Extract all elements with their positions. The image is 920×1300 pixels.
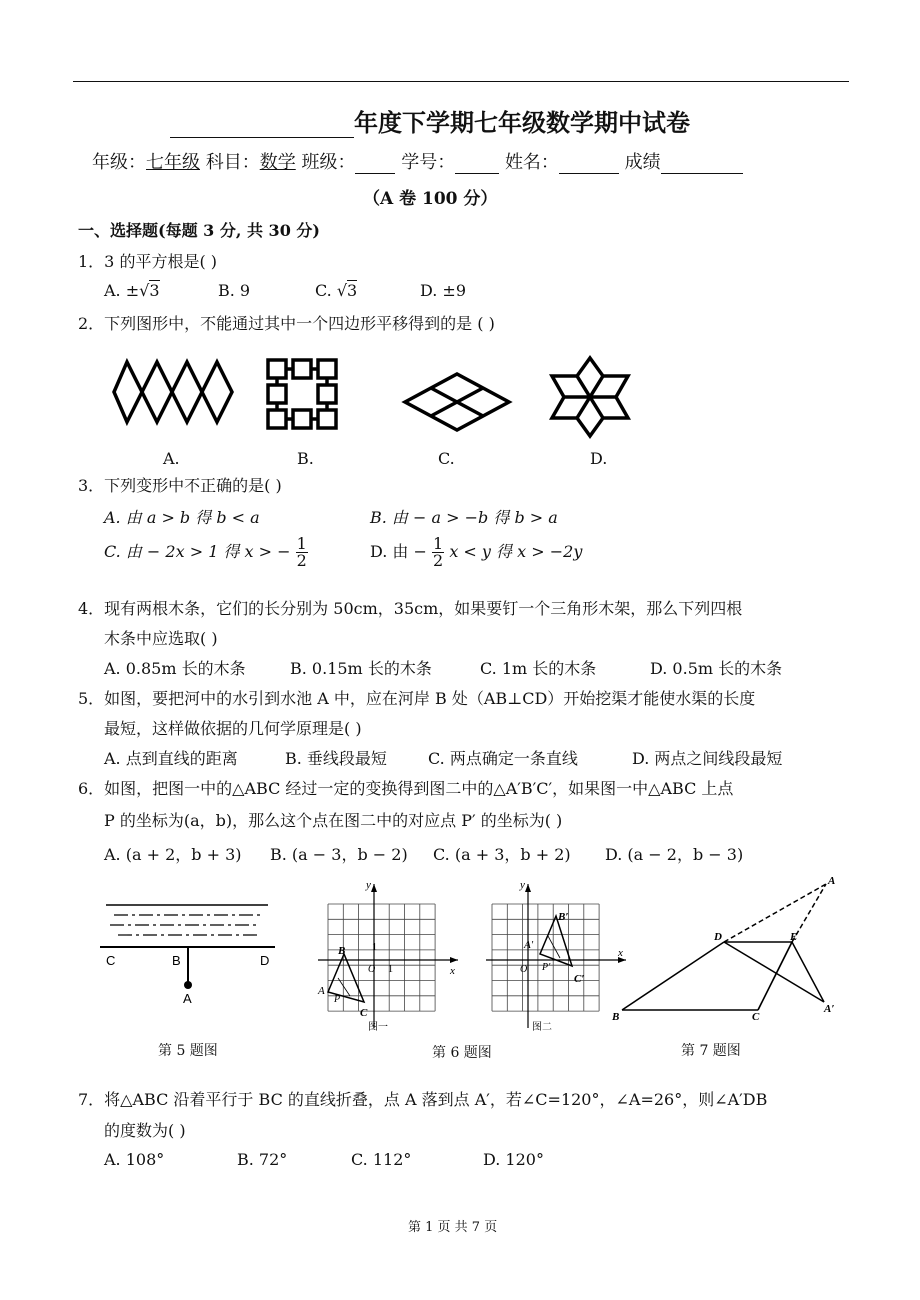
q1-option-c[interactable] [315,281,357,300]
top-rule [73,81,849,82]
numerator: 1 [433,534,444,553]
class-blank[interactable] [355,155,395,174]
exam-title [170,103,690,138]
g1-caption: 图一 [368,1022,388,1033]
fraction [432,536,444,569]
name-label: 姓名： [504,152,559,173]
q1-stem: 1．3 的平方根是( ) [78,252,218,271]
q3-d-text: D. 由 − [370,542,427,561]
q2-figure-a [112,360,234,424]
q4-option-b[interactable]: B. 0.15m 长的木条 [290,659,432,678]
fig5-river-diagram [100,895,280,1015]
g2-caption: 图二 [532,1022,552,1033]
g1-label-b: B [338,945,346,957]
fig6-graph-one [316,878,466,1036]
q3-stem: 3．下列变形中不正确的是( ) [78,476,282,495]
fig5-caption: 第 5 题图 [158,1043,218,1059]
fig7-fold-diagram [612,870,842,1028]
q1-c-prefix: C. [315,281,337,300]
grade-label: 年级： [92,152,146,173]
q6-option-c[interactable]: C. (a + 3，b + 2) [433,845,571,864]
q7-stem-line1: 7．将△ABC 沿着平行于 BC 的直线折叠，点 A 落到点 A′，若∠C=120°，∠A=26°，则∠A′DB [78,1090,768,1109]
q5-option-a[interactable]: A. 点到直线的距离 [104,749,238,768]
q5-stem-line1: 5．如图，要把河中的水引到水池 A 中，应在河岸 B 处（AB⊥CD）开始挖渠才能使水渠的长度 [78,689,756,708]
q1-option-d[interactable]: D. ±9 [420,281,467,300]
label-a: A [183,991,192,1006]
g1-label-y: y [366,879,371,891]
q3-option-b[interactable]: B. 由 − a > −b 得 b > a [370,508,558,527]
year-blank[interactable] [170,111,354,138]
q4-option-a[interactable]: A. 0.85m 长的木条 [104,659,246,678]
fig7-label-b: B [612,1011,620,1023]
grade-value: 七年级 [146,152,200,173]
subject-label: 科目： [205,152,260,173]
q1-a-prefix: A. ± [104,281,140,300]
g1-label-one-y: 1 [372,942,377,953]
q5-stem-line2: 最短，这样做依据的几何学原理是( ) [104,719,362,738]
fig7-caption: 第 7 题图 [681,1043,741,1059]
label-d: D [260,953,270,968]
q3-option-d[interactable] [370,536,582,569]
q6-stem-line1: 6．如图，把图一中的△ABC 经过一定的变换得到图二中的△A′B′C′，如果图一中△ABC 上点 [78,779,734,798]
g2-label-a-prime: A′ [524,939,534,951]
sqrt-sign: √ [139,281,150,300]
g2-label-b-prime: B′ [558,911,569,923]
q7-stem-line2: 的度数为( ) [104,1121,186,1140]
score-label: 成绩 [624,152,661,173]
q4-option-d[interactable]: D. 0.5m 长的木条 [650,659,783,678]
denominator: 2 [433,551,444,570]
g1-label-one-x: 1 [388,964,393,975]
q1-option-a[interactable] [104,281,160,300]
fig6-caption: 第 6 题图 [432,1045,492,1061]
q6-stem-line2: P 的坐标为(a，b)，那么这个点在图二中的对应点 P′ 的坐标为( ) [104,811,563,830]
label-b: B [172,953,181,968]
q2-option-c[interactable]: C. [438,449,455,468]
g2-label-p-prime: P′ [542,962,551,973]
denominator: 2 [296,551,307,570]
q3-d-tail: x < y 得 x > −2y [449,542,583,561]
q5-option-d[interactable]: D. 两点之间线段最短 [632,749,783,768]
q5-option-b[interactable]: B. 垂线段最短 [285,749,387,768]
section-heading: 一、选择题(每题 3 分, 共 30 分) [78,221,320,240]
paper-part: （A 卷 100 分） [363,189,498,209]
fraction [296,536,308,569]
g2-label-c-prime: C′ [574,973,585,985]
g1-label-c: C [360,1007,368,1019]
q2-figure-b [266,358,338,430]
student-info-line [92,148,743,174]
q4-stem-line2: 木条中应选取( ) [104,629,218,648]
g2-label-o: O [520,964,528,975]
q3-option-a[interactable]: A. 由 a > b 得 b < a [104,508,260,527]
q6-option-b[interactable]: B. (a − 3，b − 2) [270,845,408,864]
q2-option-d[interactable]: D. [590,449,608,468]
g1-label-o: O [368,964,376,975]
q3-option-c[interactable] [104,536,308,569]
q2-stem: 2．下列图形中，不能通过其中一个四边形平移得到的是 ( ) [78,314,495,333]
q7-option-a[interactable]: A. 108° [104,1150,165,1169]
fig7-label-c: C [752,1011,760,1023]
id-label: 学号： [401,152,456,173]
g2-label-y: y [520,879,525,891]
title-text: 年度下学期七年级数学期中试卷 [354,108,690,137]
sqrt-sign: √ [336,281,348,300]
q7-option-d[interactable]: D. 120° [483,1150,544,1169]
g2-label-x: x [618,947,623,959]
q4-option-c[interactable]: C. 1m 长的木条 [480,659,597,678]
score-blank[interactable] [661,155,743,174]
subject-value: 数学 [259,152,296,173]
q3-c-text: C. 由 − 2x > 1 得 x > − [104,542,291,561]
q7-option-c[interactable]: C. 112° [351,1150,412,1169]
q4-stem-line1: 4．现有两根木条，它们的长分别为 50cm，35cm，如果要钉一个三角形木架，那么下列四根 [78,599,743,618]
class-label: 班级： [301,152,356,173]
q6-option-a[interactable]: A. (a + 2，b + 3) [104,845,242,864]
q5-option-c[interactable]: C. 两点确定一条直线 [428,749,578,768]
numerator: 1 [296,534,307,553]
name-blank[interactable] [559,155,619,174]
q1-c-radicand: 3 [347,281,358,300]
q6-option-d[interactable]: D. (a − 2，b − 3) [605,845,744,864]
g1-label-x: x [450,965,455,977]
q2-figure-c [403,372,511,432]
q1-option-b[interactable]: B. 9 [218,281,251,300]
q1-a-radicand: 3 [149,281,160,300]
fig7-label-a-prime: A′ [824,1003,835,1015]
g1-label-a: A [318,985,325,997]
fig7-label-a: A [828,875,836,887]
q2-option-a[interactable]: A. [163,449,180,468]
page-footer: 第 1 页 共 7 页 [408,1220,498,1235]
q2-figure-d [550,356,630,438]
q7-option-b[interactable]: B. 72° [237,1150,288,1169]
g1-label-p: P [334,994,341,1005]
fig7-label-d: D [714,931,722,943]
fig7-label-e: E [790,931,798,943]
id-blank[interactable] [455,155,499,174]
label-c: C [106,953,116,968]
q2-option-b[interactable]: B. [297,449,314,468]
